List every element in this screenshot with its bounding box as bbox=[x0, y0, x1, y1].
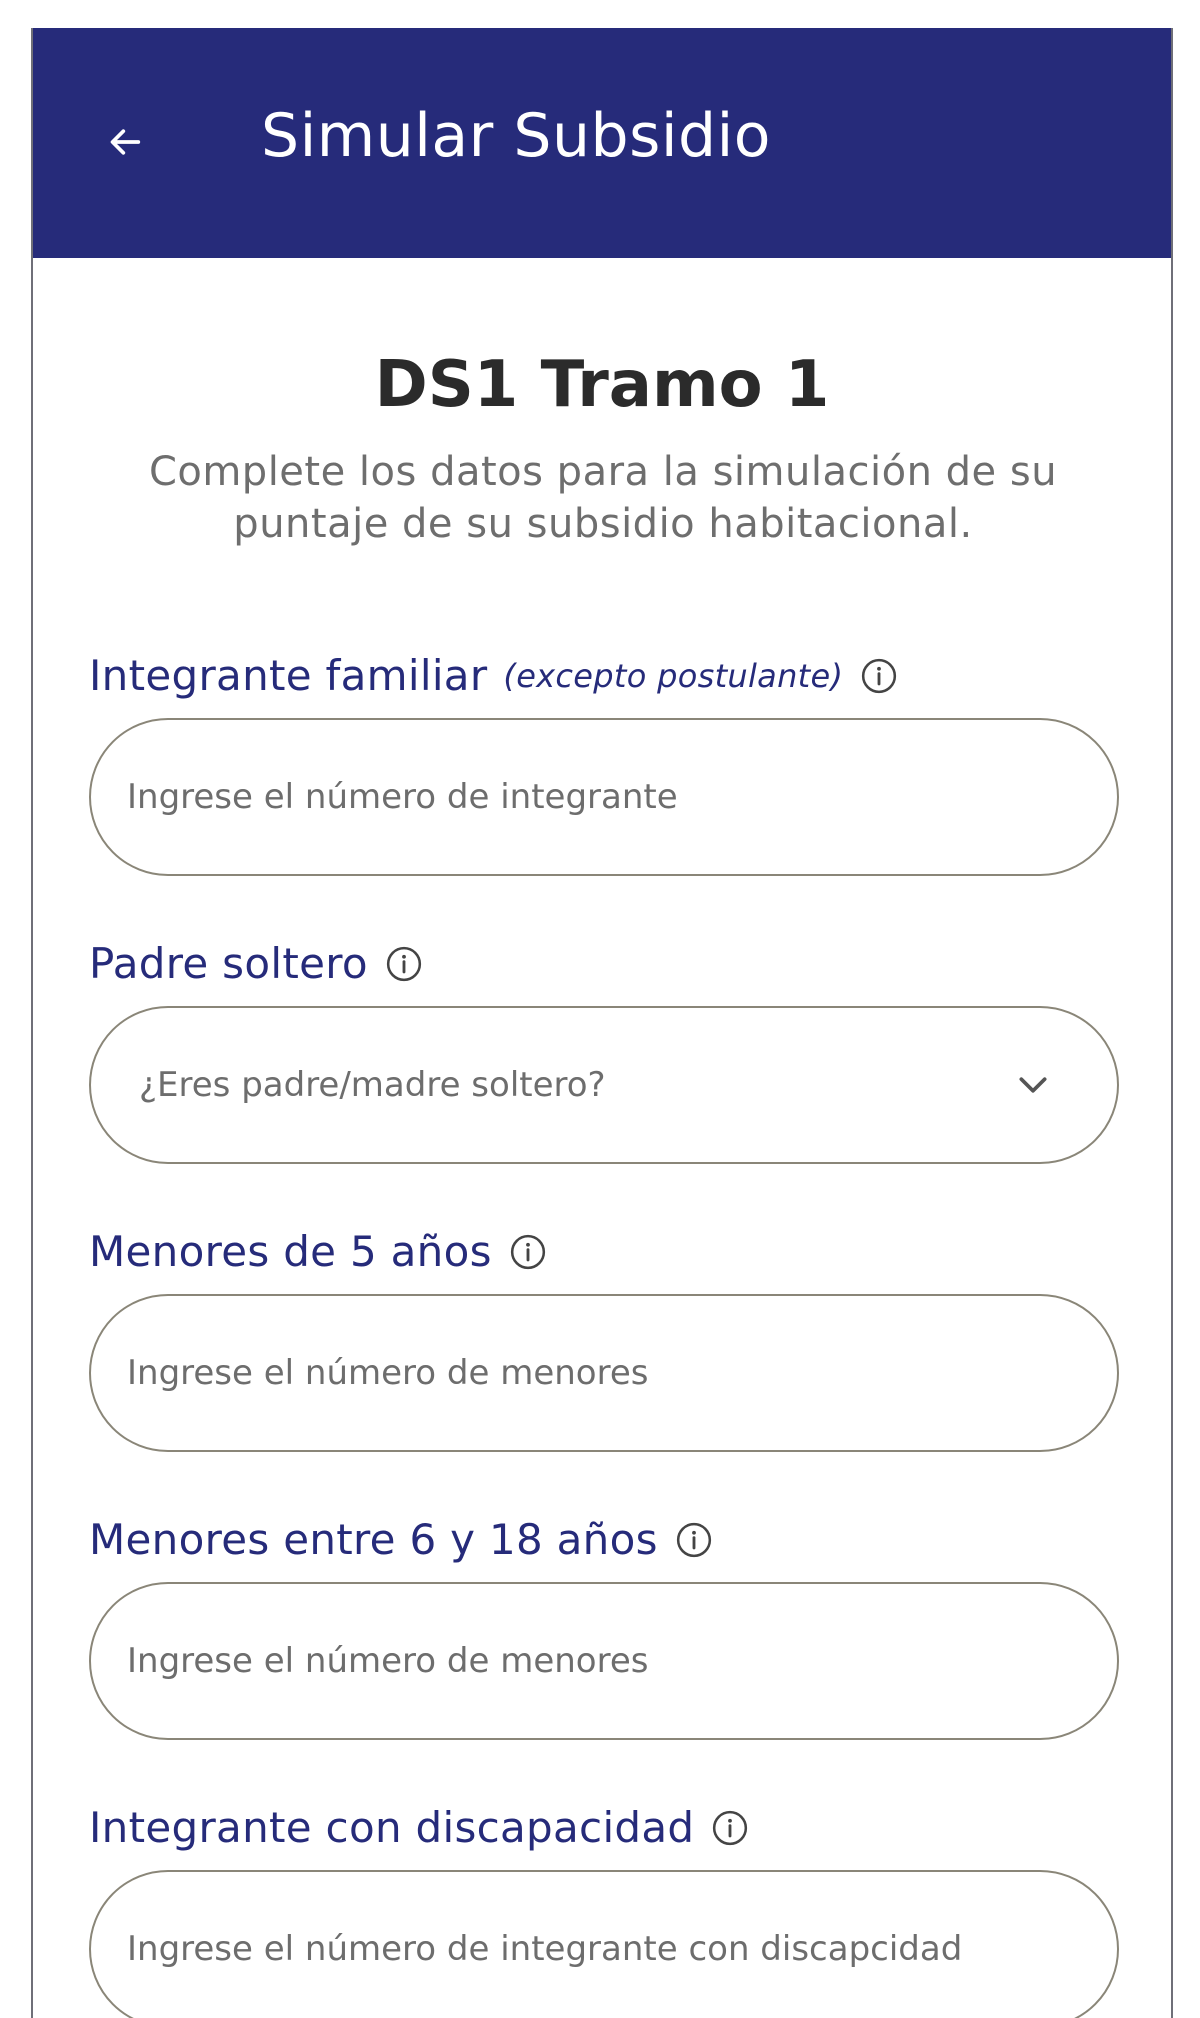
input-placeholder: Ingrese el número de menores bbox=[127, 1353, 649, 1393]
field-label bbox=[89, 1802, 1119, 1854]
field-label-text: Menores de 5 años bbox=[89, 1227, 492, 1276]
field-label-text: Padre soltero bbox=[89, 939, 368, 988]
input-placeholder: Ingrese el número de integrante bbox=[127, 777, 678, 817]
menores-6-18-input[interactable] bbox=[89, 1582, 1119, 1740]
field-label bbox=[89, 650, 1119, 702]
field-integrante-familiar bbox=[89, 650, 1119, 817]
padre-soltero-select[interactable] bbox=[89, 1006, 1119, 1164]
info-icon[interactable] bbox=[384, 944, 424, 984]
field-label-text: Integrante con discapacidad bbox=[89, 1803, 695, 1852]
info-icon[interactable] bbox=[508, 1232, 548, 1272]
app-bar-title: Simular Subsidio bbox=[261, 101, 772, 171]
field-menores-5 bbox=[89, 1226, 1119, 1393]
field-label-hint: (excepto postulante) bbox=[503, 657, 844, 695]
integrante-familiar-input[interactable] bbox=[89, 718, 1119, 876]
field-menores-6-18 bbox=[89, 1514, 1119, 1681]
back-button[interactable] bbox=[93, 112, 157, 176]
info-icon[interactable] bbox=[859, 656, 899, 696]
info-icon[interactable] bbox=[710, 1808, 750, 1848]
field-label bbox=[89, 1226, 1119, 1278]
field-label-text: Integrante familiar bbox=[89, 651, 488, 700]
integrante-discapacidad-input[interactable] bbox=[89, 1870, 1119, 2018]
input-placeholder: Ingrese el número de integrante con discapcidad bbox=[127, 1929, 963, 1969]
field-label-text: Menores entre 6 y 18 años bbox=[89, 1515, 658, 1564]
field-label bbox=[89, 1514, 1119, 1566]
field-integrante-discapacidad bbox=[89, 1802, 1119, 1969]
menores-5-input[interactable] bbox=[89, 1294, 1119, 1452]
app-bar bbox=[33, 28, 1171, 258]
page-title: DS1 Tramo 1 bbox=[374, 348, 830, 422]
chevron-down-icon bbox=[1009, 1061, 1057, 1109]
input-placeholder: Ingrese el número de menores bbox=[127, 1641, 649, 1681]
select-placeholder: ¿Eres padre/madre soltero? bbox=[139, 1065, 606, 1105]
phone-screen bbox=[31, 28, 1173, 2018]
arrow-left-icon bbox=[105, 122, 145, 166]
info-icon[interactable] bbox=[674, 1520, 714, 1560]
field-label bbox=[89, 938, 1119, 990]
page-subtitle: Complete los datos para la simulación de su puntaje de su subsidio habitacional. bbox=[148, 449, 1058, 547]
field-padre-soltero bbox=[89, 938, 1119, 1105]
